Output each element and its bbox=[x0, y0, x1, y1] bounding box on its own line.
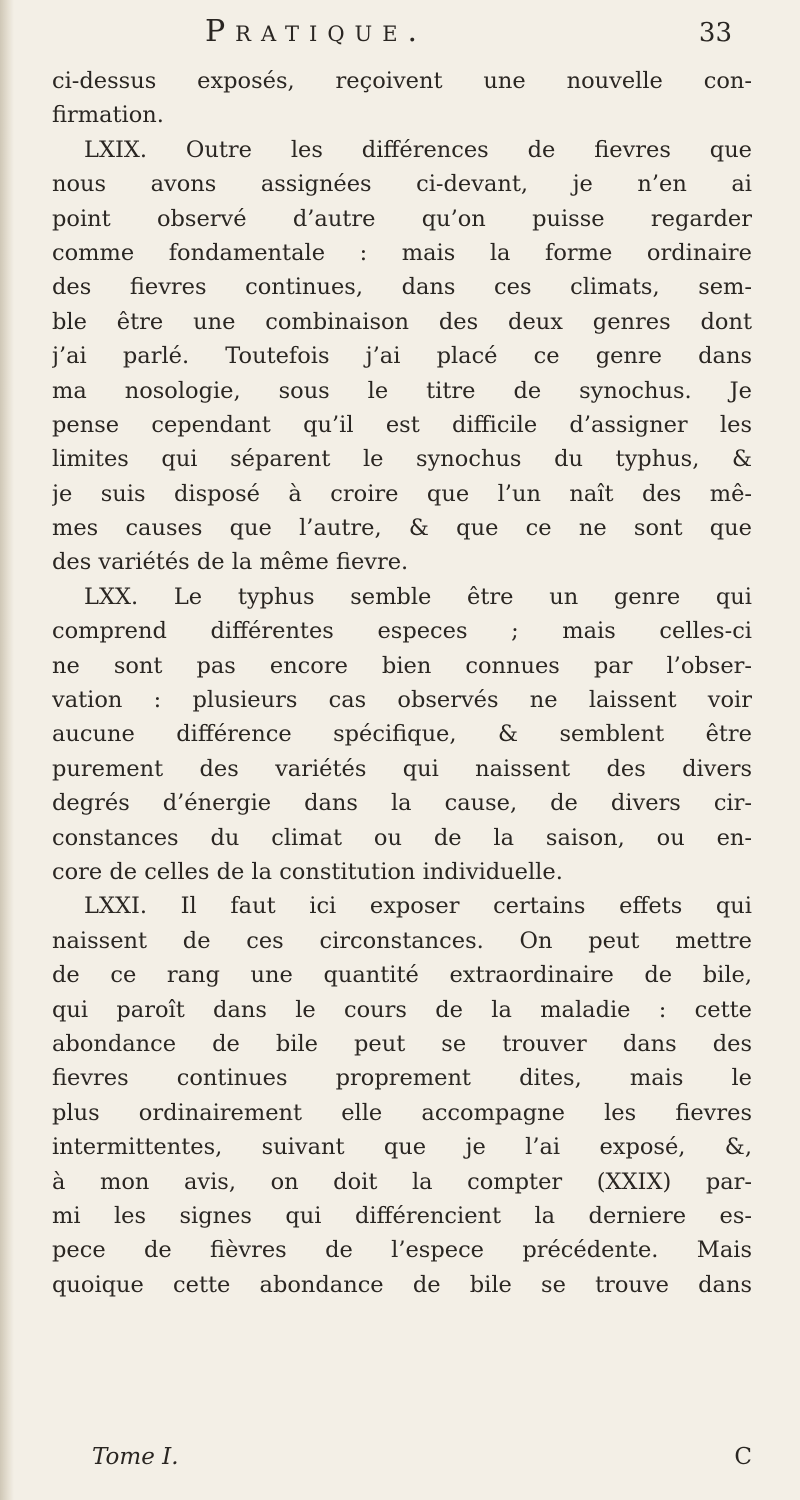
body-text bbox=[52, 64, 752, 1302]
text-line: fievres continues proprement dites, mais le bbox=[52, 1065, 752, 1092]
text-line: des variétés de la même fievre. bbox=[52, 549, 409, 576]
text-line: je suis disposé à croire que l’un naît des mê- bbox=[52, 480, 752, 507]
text-line: constances du climat ou de la saison, ou en- bbox=[52, 824, 752, 851]
text-line: naissent de ces circonstances. On peut mettre bbox=[52, 927, 752, 954]
text-line: vation : plusieurs cas observés ne laissent voir bbox=[52, 687, 752, 714]
text-line: mes causes que l’autre, & que ce ne sont que bbox=[52, 515, 752, 542]
running-title: Pratique. bbox=[205, 14, 428, 49]
text-line: de ce rang une quantité extraordinaire de bile, bbox=[52, 962, 752, 989]
text-line: point observé d’autre qu’on puisse regarder bbox=[52, 205, 752, 232]
text-line: LXXI. Il faut ici exposer certains effets qui bbox=[84, 893, 752, 920]
page-number: 33 bbox=[698, 18, 732, 48]
text-line: pece de fièvres de l’espece précédente. Mais bbox=[52, 1237, 752, 1264]
text-line: abondance de bile peut se trouver dans des bbox=[52, 1030, 752, 1057]
text-line: ma nosologie, sous le titre de synochus. Je bbox=[52, 377, 752, 404]
text-line: ble être une combinaison des deux genres dont bbox=[52, 308, 752, 335]
text-line: nous avons assignées ci-devant, je n’en ai bbox=[52, 171, 752, 198]
text-line: plus ordinairement elle accompagne les fievres bbox=[52, 1099, 752, 1126]
text-line: j’ai parlé. Toutefois j’ai placé ce genre dans bbox=[52, 343, 752, 370]
text-line: core de celles de la constitution individuelle. bbox=[52, 858, 563, 885]
text-line: quoique cette abondance de bile se trouve dans bbox=[52, 1271, 752, 1298]
tome-label: Tome I. bbox=[92, 1444, 179, 1470]
text-line: intermittentes, suivant que je l’ai exposé, &, bbox=[52, 1134, 752, 1161]
text-line: comprend différentes especes ; mais celles-ci bbox=[52, 618, 752, 645]
text-line: LXIX. Outre les différences de fievres que bbox=[84, 136, 752, 163]
text-line: pense cependant qu’il est difficile d’assigner les bbox=[52, 411, 752, 438]
signature-mark: C bbox=[734, 1444, 752, 1470]
text-line: comme fondamentale : mais la forme ordinaire bbox=[52, 239, 752, 266]
text-line: à mon avis, on doit la compter (XXIX) par- bbox=[52, 1168, 752, 1195]
text-line: purement des variétés qui naissent des divers bbox=[52, 755, 752, 782]
text-line: aucune différence spécifique, & semblent être bbox=[52, 721, 752, 748]
text-line: ci-dessus exposés, reçoivent une nouvelle con- bbox=[52, 68, 752, 94]
binding-edge bbox=[0, 0, 14, 1500]
text-line: firmation. bbox=[52, 102, 164, 129]
running-head bbox=[60, 14, 760, 58]
text-line: mi les signes qui différencient la derniere es- bbox=[52, 1202, 752, 1229]
text-line: degrés d’énergie dans la cause, de divers cir- bbox=[52, 790, 752, 817]
text-line: LXX. Le typhus semble être un genre qui bbox=[84, 583, 752, 610]
text-line: ne sont pas encore bien connues par l’obser- bbox=[52, 652, 752, 679]
text-line: des fievres continues, dans ces climats, sem- bbox=[52, 274, 752, 301]
text-line: qui paroît dans le cours de la maladie : cette bbox=[52, 996, 752, 1023]
text-line: limites qui séparent le synochus du typhus, & bbox=[52, 446, 752, 473]
page-footer bbox=[52, 1444, 752, 1480]
